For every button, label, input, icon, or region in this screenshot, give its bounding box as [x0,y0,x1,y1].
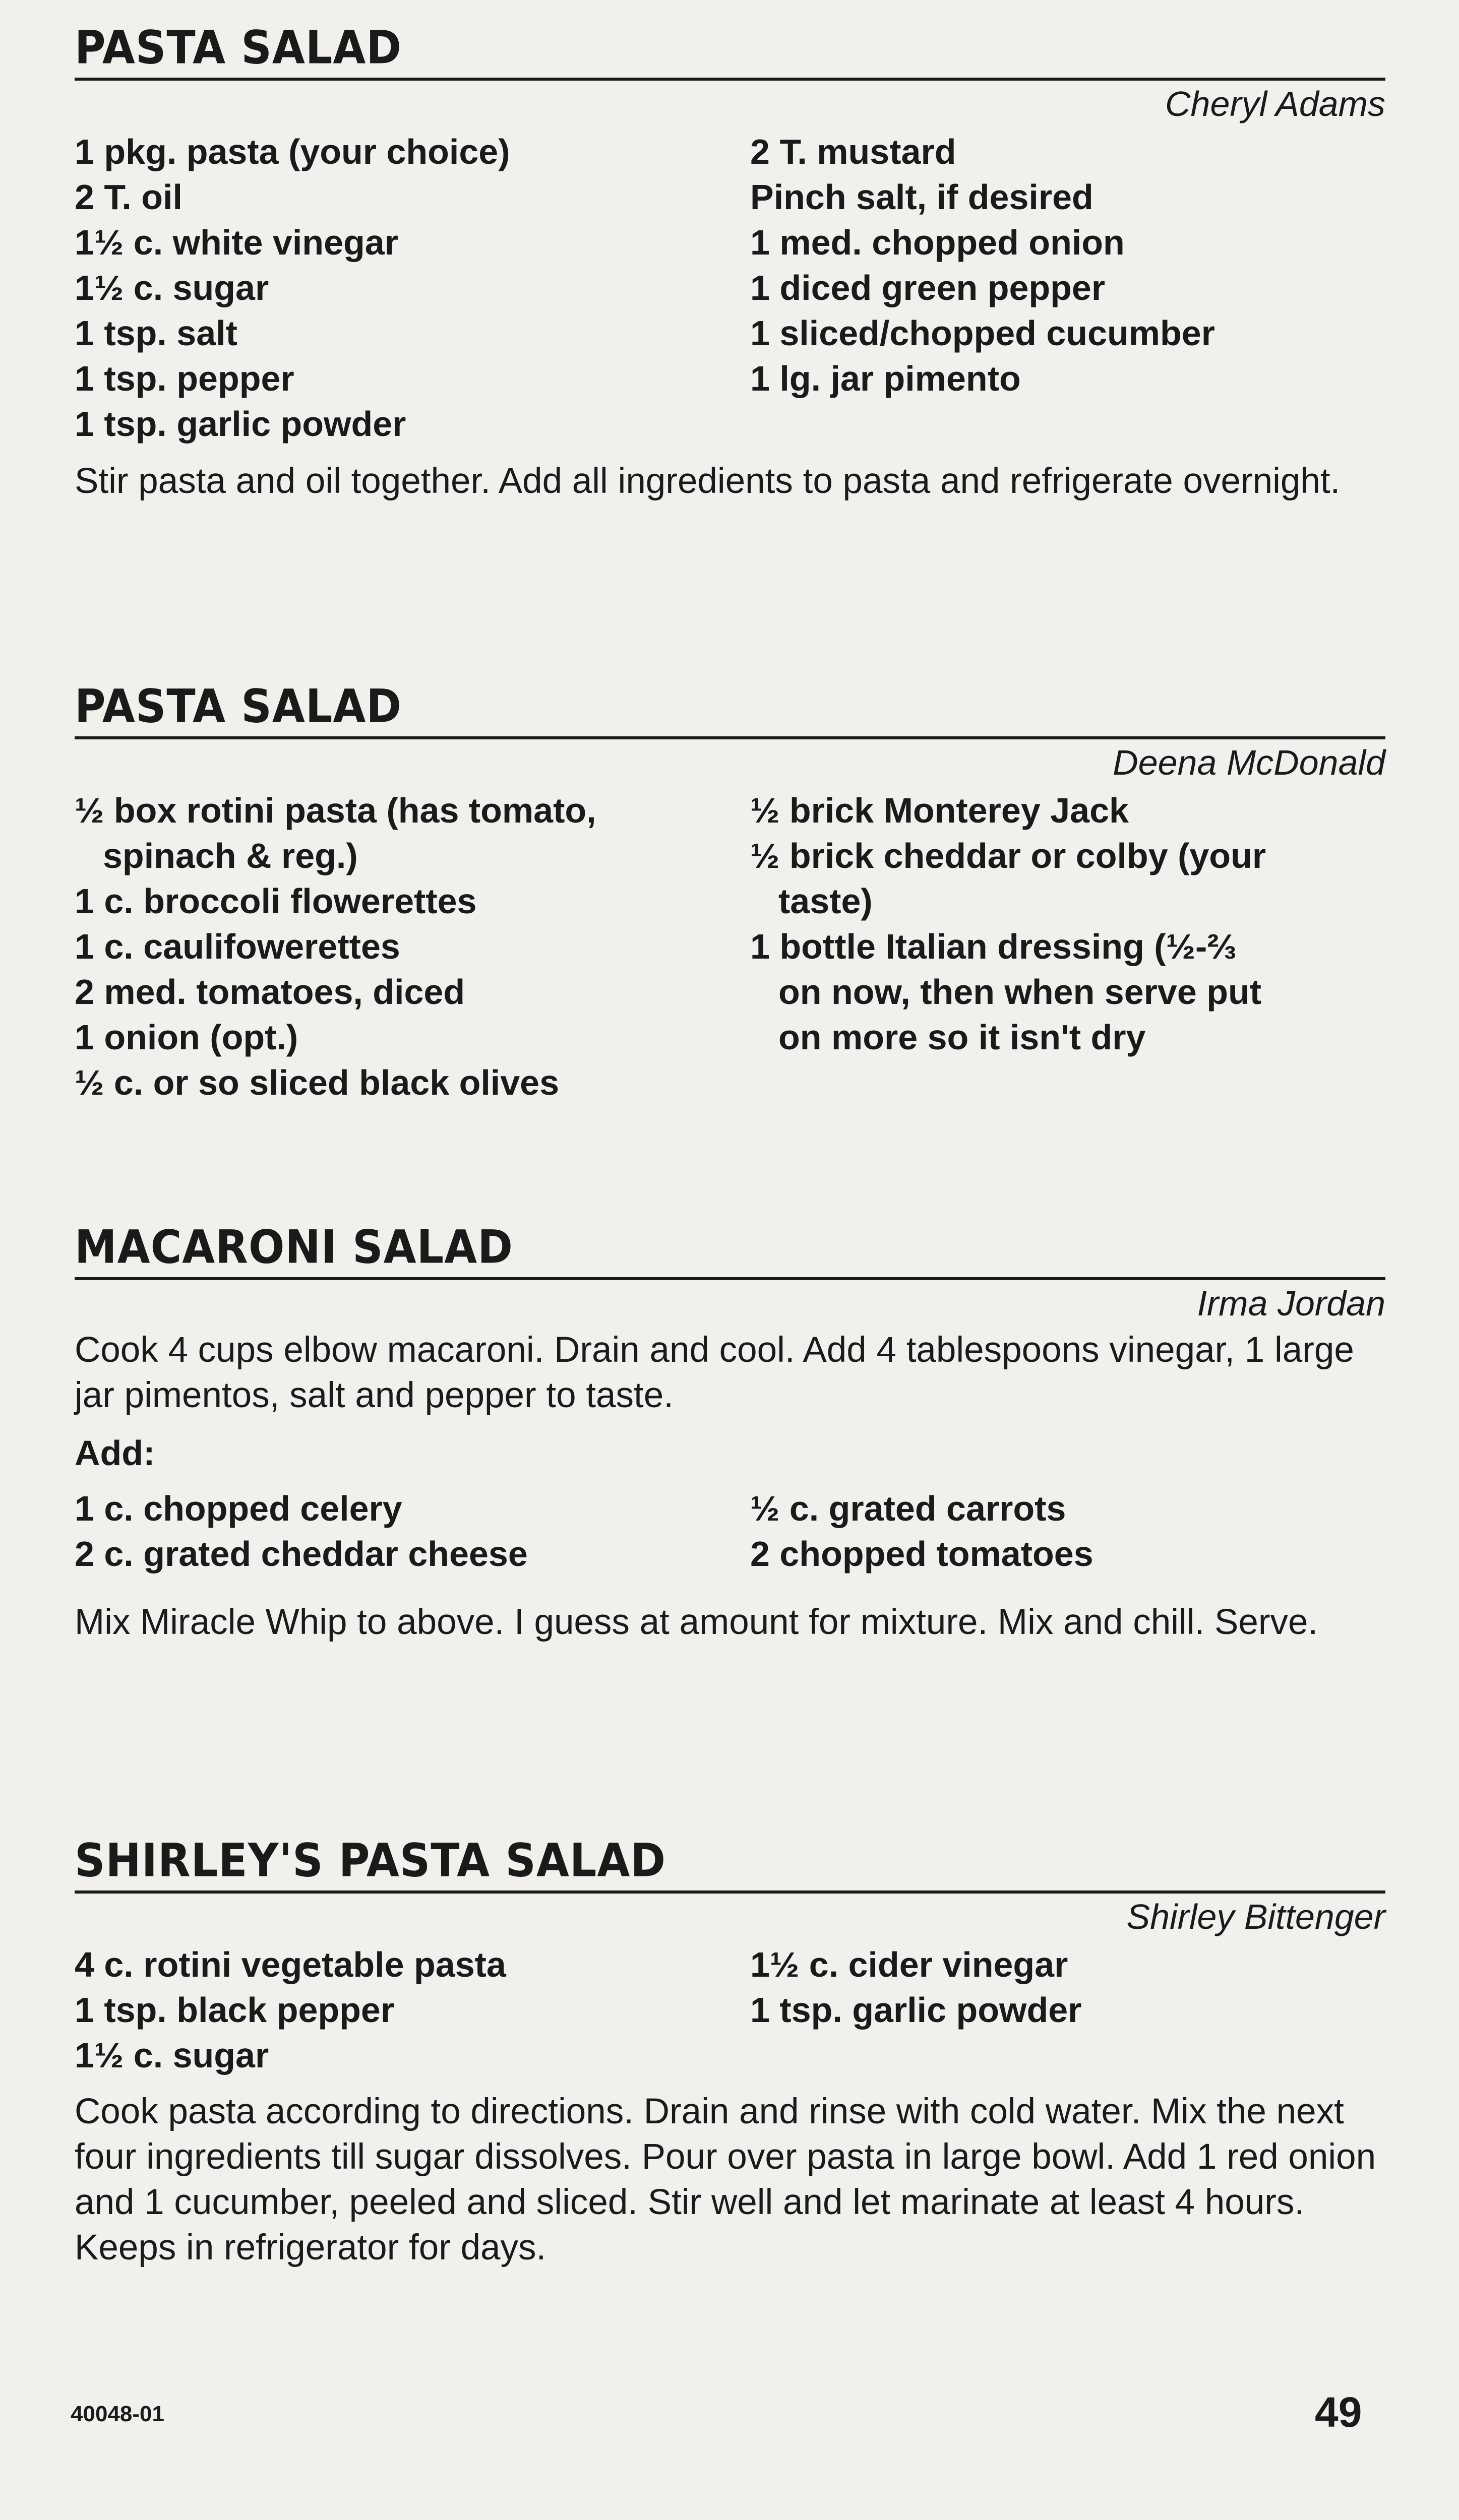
ingredient: 1½ c. sugar [75,2036,269,2075]
ingredient-continuation: spinach & reg.) [103,836,358,875]
ingredient: 1 c. chopped celery [75,1489,402,1528]
ingredient: ½ brick Monterey Jack [750,791,1129,830]
ingredient-columns [75,129,1385,447]
ingredient-continuation: on now, then when serve put [778,972,1262,1012]
ingredients-right [750,129,1385,447]
ingredient: 1 onion (opt.) [75,1018,298,1057]
recipe-macaroni-salad [75,1220,1385,1645]
ingredient: 2 med. tomatoes, diced [75,972,465,1012]
ingredients-right [750,1486,1385,1577]
recipe-author: Shirley Bittenger [1126,1897,1385,1936]
recipe-directions: Mix Miracle Whip to above. I guess at amount for mixture. Mix and chill. Serve. [75,1602,1318,1642]
ingredient-continuation: taste) [778,881,873,921]
recipe-author: Irma Jordan [1197,1284,1385,1323]
recipe-pasta-salad-deena [75,679,1385,1105]
page-number: 49 [1315,2388,1362,2436]
ingredient: 2 T. oil [75,177,183,217]
ingredient-continuation: on more so it isn't dry [778,1018,1146,1057]
recipe-title: PASTA SALAD [75,679,402,733]
ingredient: 1½ c. white vinegar [75,223,398,262]
ingredient: 1 c. broccoli flowerettes [75,881,477,921]
ingredients-left [75,788,750,1105]
ingredient: 1½ c. cider vinegar [750,1945,1068,1984]
ingredient: 1½ c. sugar [75,268,269,307]
ingredient: ½ c. grated carrots [750,1489,1066,1528]
recipe-shirleys-pasta-salad [75,1834,1385,2271]
recipe-author: Cheryl Adams [1165,84,1385,123]
ingredients-right [750,788,1385,1105]
ingredient: 1 tsp. garlic powder [750,1990,1082,2030]
recipe-directions: Cook pasta according to directions. Drain and rinse with cold water. Mix the next four ingredients till sugar dissolves. Pour over pasta in large bowl. Add 1 red onion and 1 cucumber, peeled and sliced. Stir well and let marinate at least 4 hours. Keeps in refrigerator for days. [75,2092,1376,2267]
ingredient: 1 tsp. salt [75,313,237,353]
ingredient: ½ c. or so sliced black olives [75,1063,560,1102]
ingredient: 1 lg. jar pimento [750,359,1021,398]
ingredient: ½ box rotini pasta (has tomato, [75,791,596,830]
ingredient: ½ brick cheddar or colby (your [750,836,1266,875]
recipe-directions: Stir pasta and oil together. Add all ingredients to pasta and refrigerate overnight. [75,461,1341,501]
ingredient: 1 tsp. black pepper [75,1990,395,2030]
ingredients-left [75,1942,750,2078]
ingredient-columns [75,1486,1385,1577]
ingredient: 1 sliced/chopped cucumber [750,313,1215,353]
ingredients-left [75,129,750,447]
ingredient: 1 med. chopped onion [750,223,1125,262]
ingredient: 4 c. rotini vegetable pasta [75,1945,506,1984]
ingredient: 2 chopped tomatoes [750,1534,1093,1573]
ingredient: 2 c. grated cheddar cheese [75,1534,528,1573]
recipe-author: Deena McDonald [1113,743,1385,782]
ingredient: 1 tsp. garlic powder [75,404,406,444]
ingredients-left [75,1486,750,1577]
ingredient-columns [75,1942,1385,2078]
ingredient: 2 T. mustard [750,132,956,171]
recipe-title: PASTA SALAD [75,21,402,74]
ingredient: 1 tsp. pepper [75,359,294,398]
recipe-title: MACARONI SALAD [75,1220,513,1274]
ingredients-right [750,1942,1385,2078]
add-subheading: Add: [75,1433,155,1473]
recipe-title: SHIRLEY'S PASTA SALAD [75,1834,666,1887]
recipe-pasta-salad-cheryl [75,21,1385,504]
ingredient: 1 bottle Italian dressing (½-⅔ [750,927,1237,966]
ingredient: Pinch salt, if desired [750,177,1093,217]
ingredient: 1 pkg. pasta (your choice) [75,132,510,171]
ingredient: 1 c. caulifowerettes [75,927,400,966]
footer-code: 40048-01 [71,2402,164,2426]
ingredient-columns [75,788,1385,1105]
recipe-intro: Cook 4 cups elbow macaroni. Drain and cool. Add 4 tablespoons vinegar, 1 large jar pimentos, salt and pepper to taste. [75,1330,1354,1415]
ingredient: 1 diced green pepper [750,268,1106,307]
